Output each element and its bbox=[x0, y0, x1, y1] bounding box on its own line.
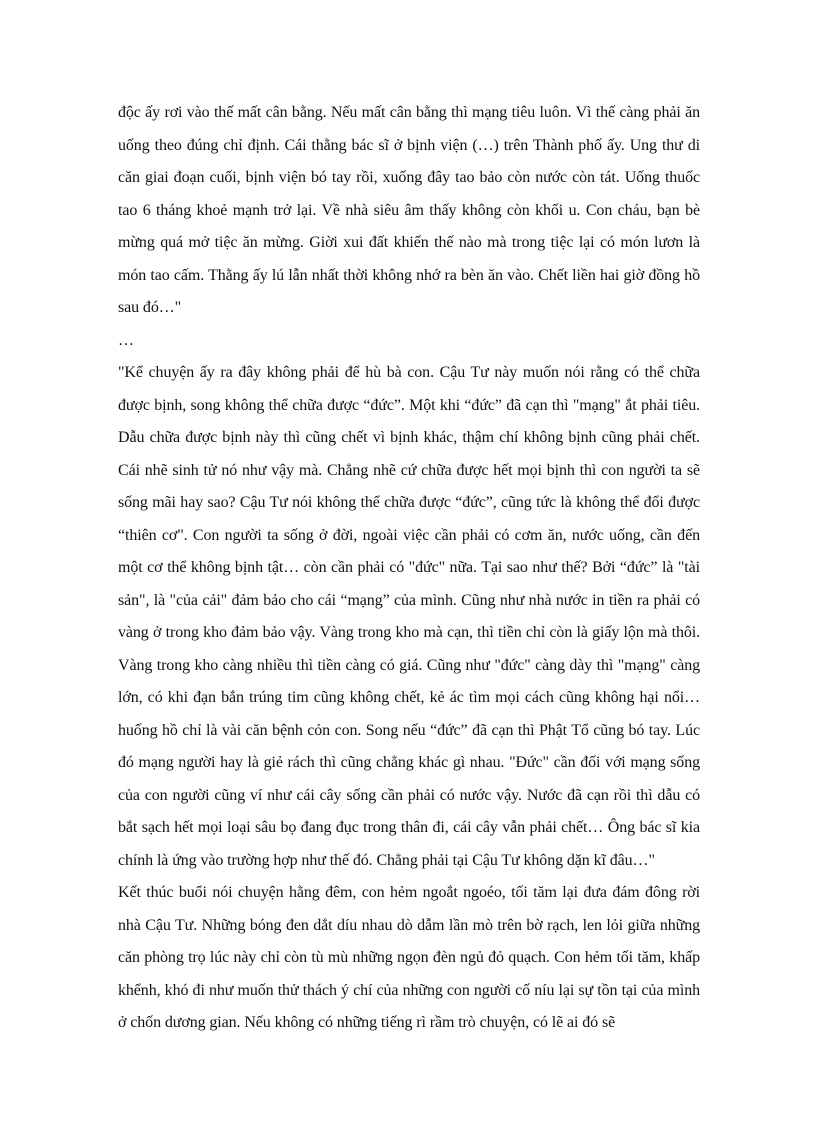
paragraph-1: độc ấy rơi vào thế mất cân bằng. Nếu mất cân bằng thì mạng tiêu luôn. Vì thế càng phải ăn uống theo đúng chỉ định. Cái thằng bác sĩ ở bịnh viện (…) trên Thành phố ấy. Ung thư di căn giai đoạn cuối, bịnh viện bó tay rồi, xuống đây tao bảo còn nước còn tát. Uống thuốc tao 6 tháng khoẻ mạnh trở lại. Về nhà siêu âm thấy không còn khối u. Con cháu, bạn bè mừng quá mở tiệc ăn mừng. Giời xui đất khiến thế nào mà trong tiệc lại có món lươn là món tao cấm. Thằng ấy lú lẫn nhất thời không nhớ ra bèn ăn vào. Chết liền hai giờ đồng hồ sau đó…" bbox=[118, 104, 700, 316]
paragraph-3: Kết thúc buổi nói chuyện hằng đêm, con hẻm ngoắt ngoéo, tối tăm lại đưa đám đông rời nhà Cậu Tư. Những bóng đen dắt díu nhau dò dẫm lần mò trên bờ rạch, len lỏi giữa những căn phòng trọ lúc này chỉ còn tù mù những ngọn đèn ngủ đỏ quạch. Con hẻm tối tăm, khấp khểnh, khó đi như muốn thử thách ý chí của những con người cố níu lại sự tồn tại của mình ở chốn dương gian. Nếu không có những tiếng rì rầm trò chuyện, có lẽ ai đó sẽ bbox=[118, 884, 700, 1031]
document-body bbox=[118, 97, 700, 1040]
paragraph-ellipsis: … bbox=[118, 331, 134, 349]
paragraph-2: "Kể chuyện ấy ra đây không phải để hù bà con. Cậu Tư này muốn nói rằng có thể chữa được bịnh, song không thể chữa được “đức”. Một khi “đức” đã cạn thì "mạng" ắt phải tiêu. Dẫu chữa được bịnh này thì cũng chết vì bịnh khác, thậm chí không bịnh cũng phải chết. Cái nhẽ sinh tử nó như vậy mà. Chẳng nhẽ cứ chữa được hết mọi bịnh thì con người ta sẽ sống mãi hay sao? Cậu Tư nói không thể chữa được “đức”, cũng tức là không thể đổi được “thiên cơ". Con người ta sống ở đời, ngoài việc cần phải có cơm ăn, nước uống, cần đến một cơ thể không bịnh tật… còn cần phải có "đức" nữa. Tại sao như thế? Bởi “đức” là "tài sản", là "của cải" đảm bảo cho cái “mạng” của mình. Cũng như nhà nước in tiền ra phải có vàng ở trong kho đảm bảo vậy. Vàng trong kho mà cạn, thì tiền chỉ còn là giấy lộn mà thôi. Vàng trong kho càng nhiều thì tiền càng có giá. Cũng như "đức" càng dày thì "mạng" càng lớn, có khi đạn bắn trúng tim cũng không chết, kẻ ác tìm mọi cách cũng không hại nổi… huống hồ chỉ là vài căn bệnh cỏn con. Song nếu “đức” đã cạn thì Phật Tổ cũng bó tay. Lúc đó mạng người hay là giẻ rách thì cũng chẳng khác gì nhau. "Đức" cần đối với mạng sống của con người cũng ví như cái cây sống cần phải có nước vậy. Nước đã cạn rồi thì dẫu có bắt sạch hết mọi loại sâu bọ đang đục trong thân đi, cái cây vẫn phải chết… Ông bác sĩ kia chính là ứng vào trường hợp như thế đó. Chẳng phải tại Cậu Tư không dặn kĩ đâu…" bbox=[118, 364, 700, 869]
